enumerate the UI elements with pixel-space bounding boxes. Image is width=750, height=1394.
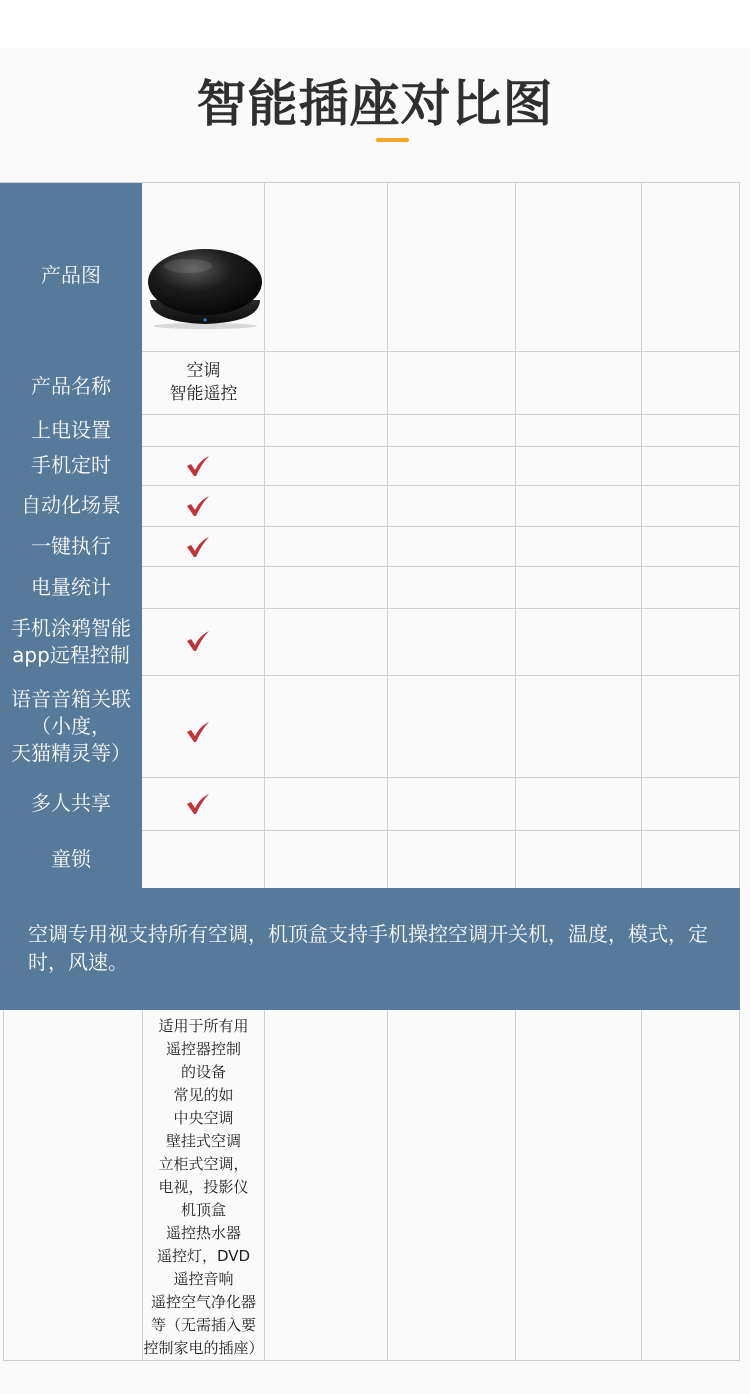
check-icon xyxy=(186,721,210,743)
notes-line: 遥控空气净化器 xyxy=(150,1293,256,1311)
notes-line: 壁挂式空调 xyxy=(165,1132,241,1150)
info-banner xyxy=(0,888,740,1010)
row-label-multi-user-share: 多人共享 xyxy=(31,791,111,815)
check-icon xyxy=(186,793,210,815)
row-label-child-lock: 童锁 xyxy=(51,846,91,871)
row-label-voice-speaker: 语音音箱关联 （小度， 天猫精灵等） xyxy=(11,686,131,765)
row-label-product-name: 产品名称 xyxy=(31,373,111,398)
notes-line: 机顶盒 xyxy=(180,1201,226,1219)
notes-line: 遥控音响 xyxy=(173,1270,234,1288)
notes-line: 电视，投影仪 xyxy=(158,1178,249,1196)
row-label-phone-timer: 手机定时 xyxy=(31,453,111,477)
row-label-power-on-setting: 上电设置 xyxy=(31,417,111,442)
notes-line: 控制家电的插座） xyxy=(143,1339,264,1357)
notes-line: 遥控灯，DVD xyxy=(156,1247,251,1265)
product-name: 空调 智能遥控 xyxy=(169,361,238,404)
notes-line: 等（无需插入要 xyxy=(150,1316,256,1334)
row-label-one-key-execute: 一键执行 xyxy=(31,533,111,558)
notes-line: 遥控热水器 xyxy=(165,1224,241,1242)
banner-text: 空调专用视支持所有空调，机顶盒支持手机操控空调开关机，温度，模式，定时，风速。 xyxy=(28,922,708,974)
notes-line: 立柜式空调， xyxy=(158,1155,249,1173)
notes-line: 遥控器控制 xyxy=(165,1040,241,1058)
title-underline xyxy=(376,138,409,142)
check-icon xyxy=(186,495,210,517)
row-label-tuya-app-remote: 手机涂鸦智能 app远程控制 xyxy=(11,615,131,667)
row-label-automation-scene: 自动化场景 xyxy=(21,493,121,517)
notes-line: 常见的如 xyxy=(173,1086,234,1104)
page-title: 智能插座对比图 xyxy=(196,75,554,133)
notes-line: 适用于所有用 xyxy=(158,1017,249,1035)
check-icon xyxy=(186,630,210,652)
row-label-product-image: 产品图 xyxy=(41,262,101,287)
row-label-power-statistics: 电量统计 xyxy=(31,574,111,599)
notes-line: 的设备 xyxy=(180,1063,226,1081)
compatible-devices-notes xyxy=(143,1015,264,1360)
ir-remote-hub-image xyxy=(146,248,264,330)
notes-line: 中央空调 xyxy=(173,1109,234,1127)
check-icon xyxy=(186,455,210,477)
top-band xyxy=(0,0,750,48)
check-icon xyxy=(186,536,210,558)
